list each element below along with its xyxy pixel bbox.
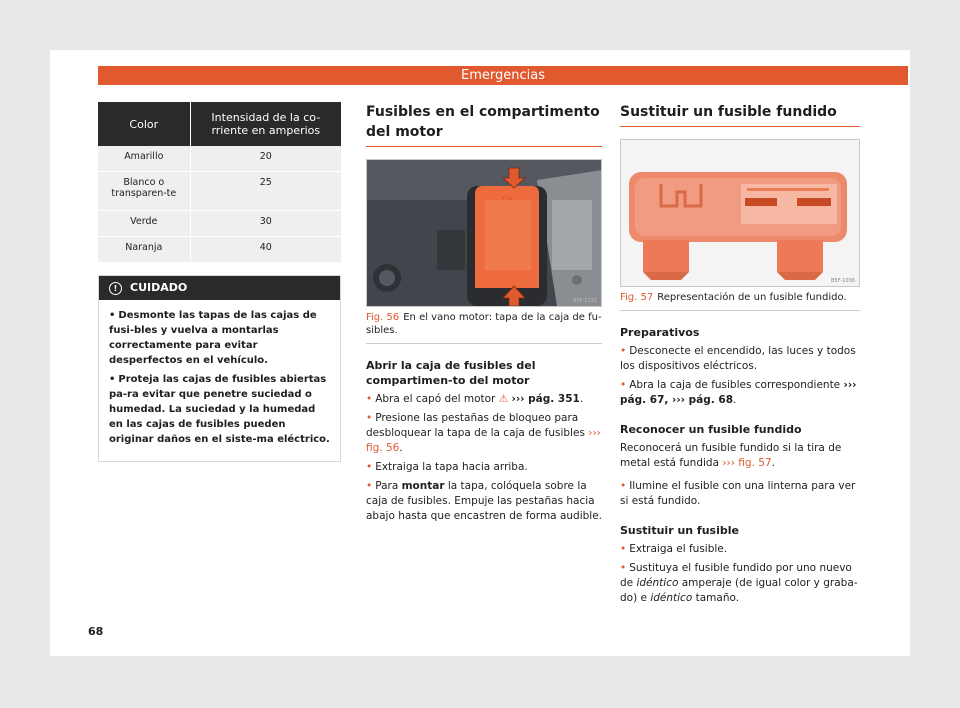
caution-icon: ! (109, 282, 122, 295)
caution-header (99, 276, 340, 300)
step-item: • Extraiga la tapa hacia arriba. (366, 461, 528, 473)
figure-caption (366, 311, 602, 344)
figure-code: B5F-1036 (830, 278, 855, 284)
page-reference-link[interactable]: ››› pág. 351 (511, 393, 580, 405)
table-row (98, 146, 341, 172)
svg-text:⚡ ▭: ⚡ ▭ (501, 195, 513, 202)
figure-reference-link[interactable]: ››› fig. 57 (722, 457, 772, 469)
subsection-heading: Abrir la caja de fusibles del compartimen-to del motor (366, 359, 536, 387)
bullet-icon: • (366, 412, 373, 424)
step-item: • Presione las pestañas de bloqueo para desbloquear la tapa de la caja de fusibles ››› fig. 56. (366, 412, 601, 454)
step-item: • Ilumine el fusible con una linterna para ver si está fundido. (620, 480, 856, 507)
blown-fuse-illustration (621, 140, 860, 286)
bullet-icon: • (620, 379, 627, 391)
step-item: • Sustituya el fusible fundido por uno nuevo de idéntico amperaje (de igual color y graba-do) e idéntico tamaño. (620, 562, 858, 604)
bullet-icon: • (366, 480, 373, 492)
bullet-icon: • (109, 374, 116, 385)
table-cell-color: Blanco o transparen-te (98, 172, 190, 211)
table-cell-amperage: 40 (190, 237, 341, 263)
table-header-row (98, 102, 341, 146)
caution-body (99, 300, 340, 461)
caution-title: CUIDADO (130, 281, 188, 294)
table-cell-color: Naranja (98, 237, 190, 263)
bullet-icon: • (366, 393, 373, 405)
figure-code: B5F-1232 (572, 298, 597, 304)
engine-fusebox-illustration (367, 160, 602, 306)
bullet-icon: • (620, 543, 627, 555)
right-column (620, 102, 860, 606)
figure-label: Fig. 57 (620, 292, 654, 303)
middle-column (366, 102, 602, 524)
bullet-icon: • (366, 461, 373, 473)
bullet-icon: • (620, 345, 627, 357)
section-title: Sustituir un fusible fundido (620, 102, 860, 127)
paragraph: Reconocerá un fusible fundido si la tira de metal está fundida ››› fig. 57. (620, 442, 842, 469)
table-cell-color: Verde (98, 211, 190, 237)
bullet-icon: • (620, 480, 627, 492)
page-reference-link[interactable]: ››› pág. 67, ››› pág. 68 (620, 379, 857, 406)
caution-item: • Proteja las cajas de fusibles abiertas pa-ra evitar que penetre suciedad o humedad. La suciedad y la humedad en las cajas de fusibles pueden originar daños en el siste-ma eléctrico. (109, 374, 330, 445)
subsection-heading: Reconocer un fusible fundido (620, 423, 802, 436)
table-row (98, 237, 341, 263)
step-item: • Abra el capó del motor ⚠ ››› pág. 351. (366, 393, 584, 405)
blown-fuse-figure (620, 139, 860, 287)
figure-caption (620, 291, 860, 311)
table-header-amperage: Intensidad de la co-rriente en amperios (190, 102, 341, 146)
figure-caption-text: En el vano motor: tapa de la caja de fu-sibles. (366, 312, 602, 336)
left-column (98, 102, 341, 462)
subsection-heading: Preparativos (620, 326, 700, 339)
figure-label: Fig. 56 (366, 312, 400, 323)
bullet-icon: • (109, 310, 116, 321)
bullet-icon: • (620, 562, 627, 574)
caution-box (98, 275, 341, 462)
page-number: 68 (88, 625, 104, 638)
table-header-color: Color (98, 102, 190, 146)
table-cell-amperage: 30 (190, 211, 341, 237)
engine-fusebox-figure (366, 159, 602, 307)
caution-item: • Desmonte las tapas de las cajas de fusi-bles y vuelva a montarlas correctamente para evitar desperfectos en el vehículo. (109, 310, 317, 366)
step-item: • Abra la caja de fusibles correspondiente ››› pág. 67, ››› pág. 68. (620, 379, 857, 406)
table-cell-amperage: 20 (190, 146, 341, 172)
section-title: Fusibles en el compartimento del motor (366, 102, 602, 147)
figure-reference-link[interactable]: ››› fig. 56 (366, 427, 601, 454)
step-item: • Para montar la tapa, colóquela sobre la caja de fusibles. Empuje las pestañas hacia abajo hasta que encastren de forma audible. (366, 480, 602, 522)
subsection-heading: Sustituir un fusible (620, 524, 739, 537)
table-row (98, 211, 341, 237)
figure-caption-text: Representación de un fusible fundido. (657, 292, 847, 303)
page-header: Emergencias (98, 66, 908, 85)
table-row (98, 172, 341, 211)
fuse-color-table (98, 102, 341, 263)
table-cell-amperage: 25 (190, 172, 341, 211)
step-item: • Desconecte el encendido, las luces y todos los dispositivos eléctricos. (620, 345, 856, 372)
step-item: • Extraiga el fusible. (620, 543, 728, 555)
table-cell-color: Amarillo (98, 146, 190, 172)
manual-page (50, 50, 910, 656)
warning-triangle-icon: ⚠ (498, 393, 509, 405)
